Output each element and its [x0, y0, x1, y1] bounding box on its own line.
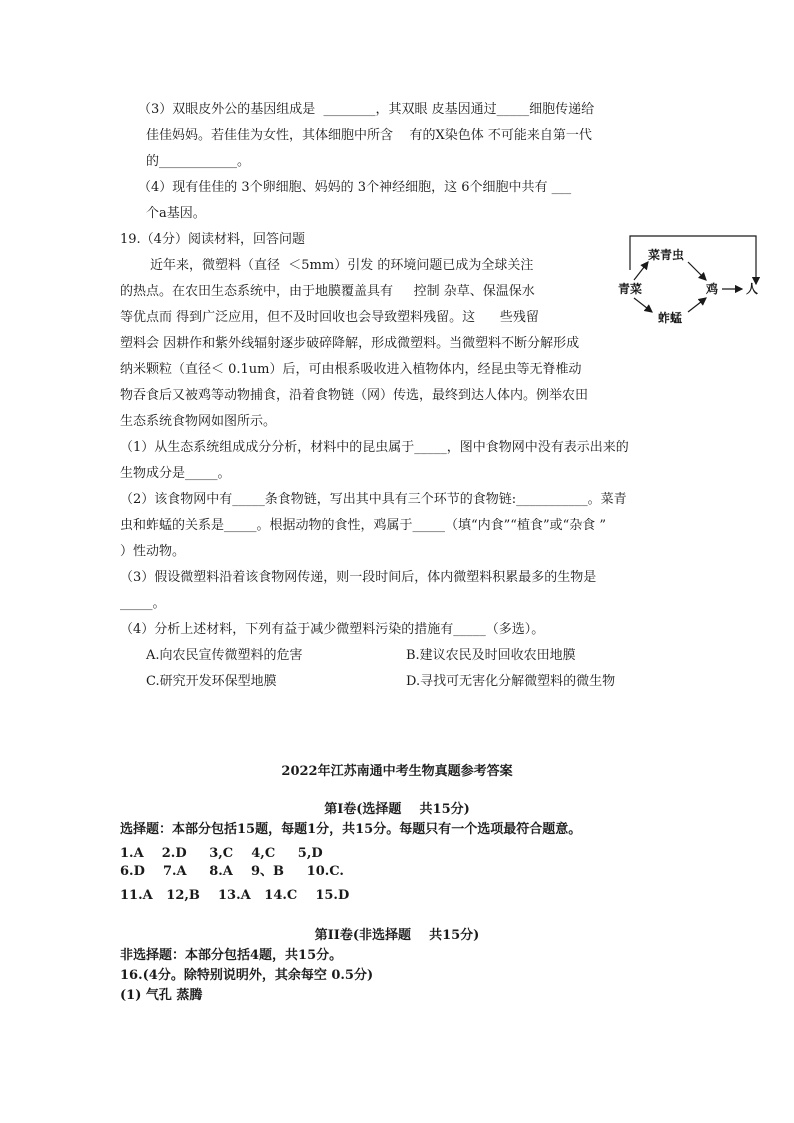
q18-sub4-line1: （4）现有佳佳的 3个卵细胞、妈妈的 3个神经细胞，这 6个细胞中共有 ___ — [138, 180, 572, 195]
answers-row: 11.A 12,B 13.A 14.C 15.D — [120, 888, 350, 903]
q19-material-line: 塑料会 因耕作和紫外线辐射逐步破碎降解，形成微塑料。当微塑料不断分解形成 — [120, 336, 580, 351]
q18-sub3-line1: （3）双眼皮外公的基因组成是 ________，其双眼 皮基因通过_____细胞传递给 — [138, 102, 595, 117]
q19-sub3-line: （3）假设微塑料沿着该食物网传递，则一段时间后，体内微塑料积累最多的生物是 — [120, 570, 597, 585]
answers-title: 2022年江苏南通中考生物真题参考答案 — [281, 764, 513, 779]
q18-sub3-line3: 的____________。 — [146, 154, 251, 169]
food-web-edge-vegetable-grasshopper — [634, 298, 652, 312]
food-web-diagram — [608, 232, 768, 332]
q19-material-line: 近年来，微塑料（直径 ＜5mm）引发 的环境问题已成为全球关注 — [150, 258, 534, 273]
answers-row: 6.D 7.A 8.A 9、B 10.C. — [120, 864, 344, 879]
food-web-node-vegetable: 青菜 — [618, 282, 643, 296]
answers-part1-desc: 选择题：本部分包括15题，每题1分，共15分。每题只有一个选项最符合题意。 — [120, 822, 582, 837]
answers-part1-title: 第Ⅰ卷(选择题 共15分) — [324, 802, 470, 817]
q19-material-line: 纳米颗粒（直径＜ 0.1um）后，可由根系吸收进入植物体内，经昆虫等无脊椎动 — [120, 362, 582, 377]
answers-part2-desc: 非选择题：本部分包括4题，共15分。 — [120, 948, 343, 963]
answers-row: 1.A 2.D 3,C 4,C 5,D — [120, 846, 323, 861]
answers-q16-1: (1) 气孔 蒸腾 — [120, 988, 203, 1003]
food-web-node-person: 人 — [746, 282, 759, 296]
food-web-edge-vegetable-caterpillar — [634, 262, 648, 280]
food-web-node-caterpillar: 菜青虫 — [648, 248, 685, 262]
q19-sub2-line: 虫和蚱蜢的关系是_____。根据动物的食性，鸡属于_____（填“内食”“植食”或“杂食 ” — [120, 518, 607, 533]
q19-material-line: 等优点而 得到广泛应用，但不及时回收也会导致塑料残留。这 些残留 — [120, 310, 539, 325]
q19-material-line: 物吞食后又被鸡等动物捕食，沿着食物链（网）传选，最终到达人体内。例举农田 — [120, 388, 589, 403]
q19-option-d: D.寻找可无害化分解微塑料的微生物 — [406, 674, 616, 689]
q19-sub1-line: 生物成分是_____。 — [120, 466, 231, 481]
q19-sub2-line: ）性动物。 — [120, 544, 186, 559]
q19-material-line: 生态系统食物网如图所示。 — [120, 414, 277, 429]
q19-header: 19.（4分）阅读材料，回答问题 — [120, 232, 305, 247]
food-web-node-chicken: 鸡 — [706, 282, 719, 296]
q18-sub3-line2: 佳佳妈妈。若佳佳为女性，其体细胞中所含 有的X染色体 不可能来自第一代 — [146, 128, 592, 143]
q19-material-line: 的热点。在农田生态系统中，由于地膜覆盖具有 控制 杂草、保温保水 — [120, 284, 535, 299]
q19-sub2-line: （2）该食物网中有_____条食物链，写出其中具有三个环节的食物链:___________。菜青 — [120, 492, 627, 507]
q19-sub1-line: （1）从生态系统组成成分分析，材料中的昆虫属于_____，图中食物网中没有表示出来的 — [120, 440, 629, 455]
food-web-edge-grasshopper-chicken — [688, 298, 706, 312]
q19-option-c: C.研究开发环保型地膜 — [146, 674, 277, 689]
q19-option-a: A.向农民宣传微塑料的危害 — [146, 648, 303, 663]
food-web-node-grasshopper: 蚱蜢 — [658, 311, 683, 325]
q19-sub4-line: （4）分析上述材料，下列有益于减少微塑料污染的措施有_____（多选）。 — [120, 622, 545, 637]
answers-part2-title: 第II卷(非选择题 共15分) — [314, 928, 480, 943]
q19-option-b: B.建议农民及时回收农田地膜 — [406, 648, 576, 663]
food-web-edge-caterpillar-chicken — [688, 262, 706, 280]
q18-sub4-line2: 个a基因。 — [146, 206, 206, 221]
answers-q16-header: 16.(4分。除特别说明外，其余每空 0.5分) — [120, 968, 374, 983]
q19-sub3-line: _____。 — [120, 596, 166, 611]
